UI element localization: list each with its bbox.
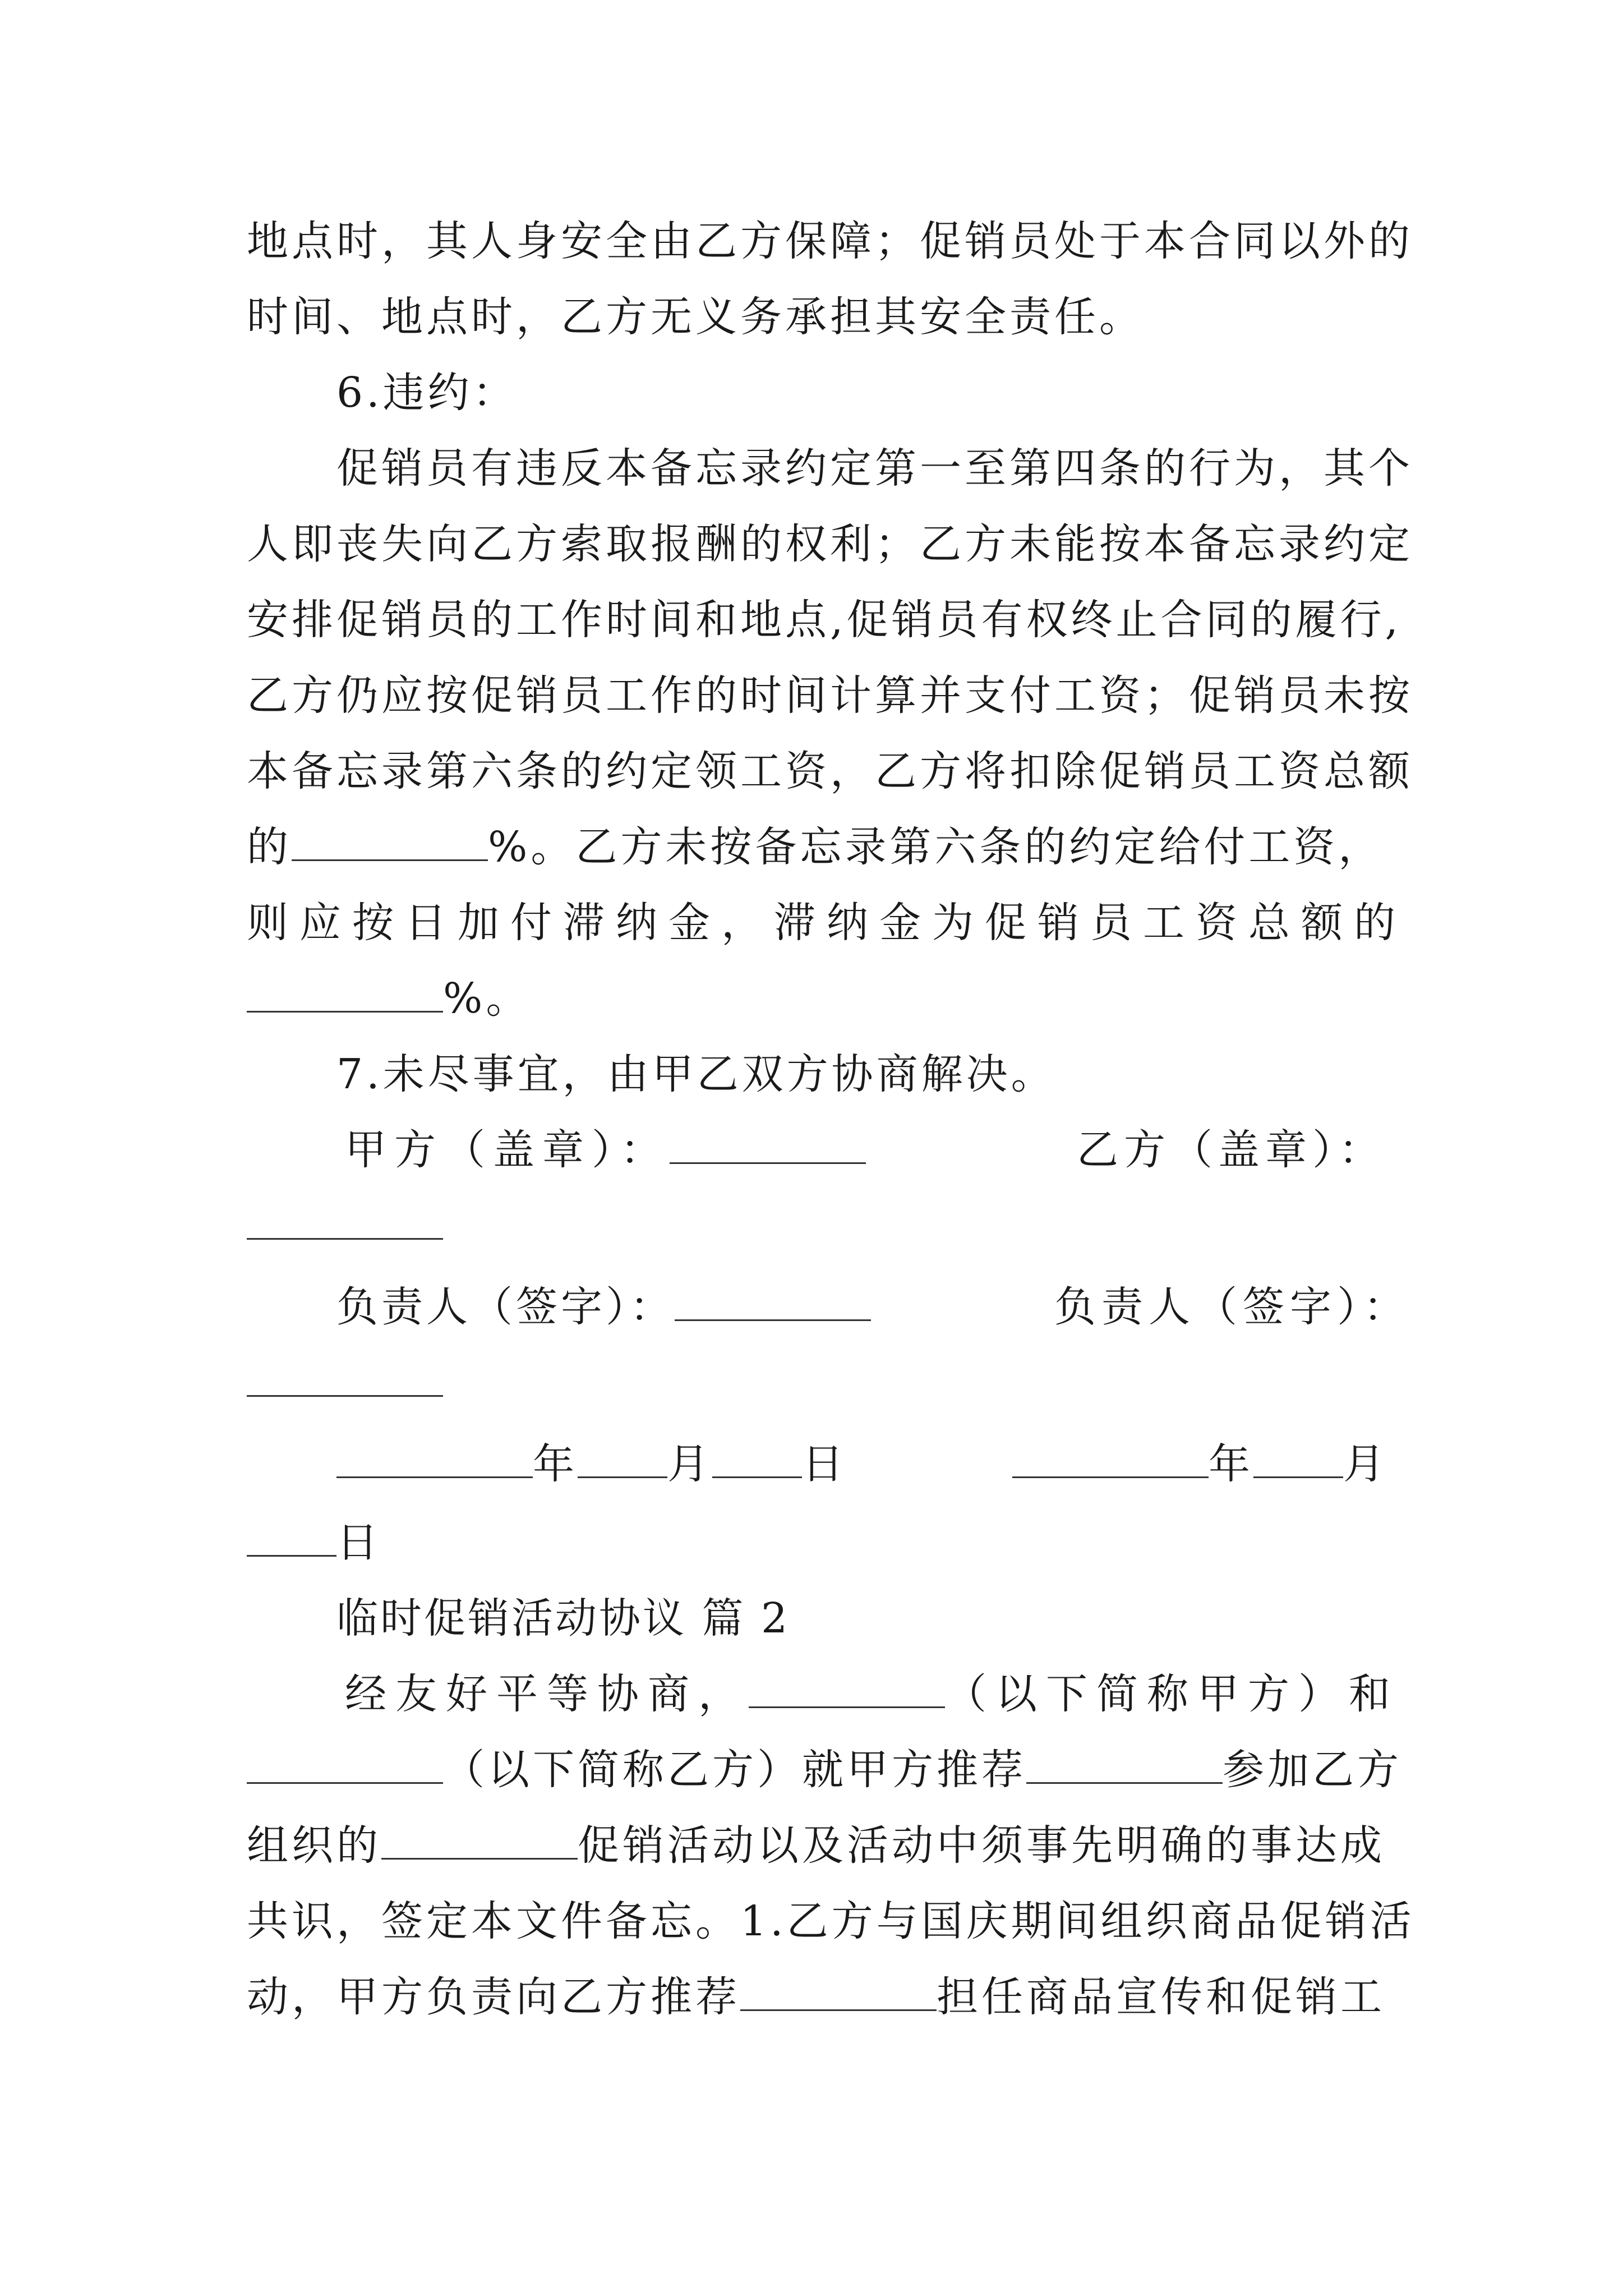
text-fragment: %。乙方未按备忘录第六条的约定给付工资， bbox=[488, 823, 1384, 871]
paragraph-line: 则应按日加付滞纳金，滞纳金为促销员工资总额的 bbox=[247, 899, 1407, 947]
paragraph-line: 地点时，其人身安全由乙方保障；促销员处于本合同以外的 bbox=[247, 217, 1413, 265]
party-b-seal-blank[interactable] bbox=[247, 1199, 443, 1240]
party-b-day-row bbox=[247, 1515, 1391, 1571]
fill-in-blank[interactable] bbox=[247, 972, 443, 1013]
party-a-person-blank[interactable] bbox=[675, 1280, 871, 1321]
section-heading: 临时促销活动协议 篇 2 bbox=[336, 1594, 790, 1642]
day-blank[interactable] bbox=[712, 1437, 802, 1478]
party-a-seal-label: 甲方（盖章）： bbox=[345, 1126, 670, 1174]
year-blank[interactable] bbox=[1012, 1437, 1209, 1478]
text-fragment: %。 bbox=[443, 974, 531, 1023]
text-fragment: 促销活动以及活动中须事先明确的事达成 bbox=[578, 1821, 1385, 1870]
year-blank[interactable] bbox=[336, 1437, 533, 1478]
party-a-seal-blank[interactable] bbox=[670, 1123, 866, 1164]
paragraph-line: 人即丧失向乙方索取报酬的权利；乙方未能按本备忘录约定 bbox=[247, 520, 1413, 568]
text-fragment: 的 bbox=[247, 823, 292, 871]
day-label: 日 bbox=[336, 1519, 381, 1567]
day-blank[interactable] bbox=[247, 1516, 336, 1557]
paragraph-line: 时间、地点时，乙方无义务承担其安全责任。 bbox=[247, 293, 1144, 341]
fill-in-blank[interactable] bbox=[381, 1819, 578, 1860]
party-b-person-blank[interactable] bbox=[247, 1356, 443, 1397]
fill-in-blank[interactable] bbox=[292, 820, 488, 861]
paragraph-line bbox=[247, 970, 1391, 1027]
year-label: 年 bbox=[533, 1440, 578, 1488]
paragraph-line: 本备忘录第六条的约定领工资，乙方将扣除促销员工资总额 bbox=[247, 747, 1413, 795]
party-b-seal-row bbox=[247, 1198, 1391, 1254]
item-7: 7.未尽事宜，由甲乙双方协商解决。 bbox=[336, 1050, 1056, 1098]
party-b-person-row bbox=[247, 1355, 1391, 1411]
day-label: 日 bbox=[802, 1440, 847, 1488]
text-fragment: 经友好平等协商， bbox=[345, 1670, 749, 1718]
paragraph-line bbox=[345, 1666, 1489, 1722]
month-label: 月 bbox=[1343, 1440, 1388, 1488]
item-6-title: 6.违约： bbox=[336, 369, 518, 417]
paragraph-line bbox=[247, 1818, 1391, 1874]
party-a-person-label: 负责人（签字）： bbox=[336, 1283, 675, 1331]
fill-in-blank[interactable] bbox=[749, 1667, 945, 1708]
paragraph-line: 共识，签定本文件备忘。1.乙方与国庆期间组织商品促销活 bbox=[247, 1897, 1415, 1945]
month-blank[interactable] bbox=[1253, 1437, 1343, 1478]
text-fragment: 动，甲方负责向乙方推荐 bbox=[247, 1973, 740, 2021]
text-fragment: 参加乙方 bbox=[1223, 1746, 1402, 1794]
fill-in-blank[interactable] bbox=[247, 1743, 443, 1784]
paragraph-line: 安排促销员的工作时间和地点,促销员有权终止合同的履行, bbox=[247, 596, 1402, 644]
text-fragment: 组织的 bbox=[247, 1821, 381, 1870]
year-label: 年 bbox=[1209, 1440, 1253, 1488]
text-fragment: 担任商品宣传和促销工 bbox=[937, 1973, 1385, 2021]
text-fragment: （以下简称乙方）就甲方推荐 bbox=[443, 1746, 1026, 1794]
text-fragment: （以下简称甲方）和 bbox=[945, 1670, 1399, 1718]
party-b-seal-label: 乙方（盖章）： bbox=[1077, 1126, 1386, 1174]
paragraph-line: 乙方仍应按促销员工作的时间计算并支付工资；促销员未按 bbox=[247, 671, 1413, 720]
party-b-person-label: 负责人（签字）： bbox=[1054, 1283, 1410, 1331]
paragraph-line: 促销员有违反本备忘录约定第一至第四条的行为，其个 bbox=[336, 444, 1413, 493]
party-b-date-row bbox=[1012, 1436, 1388, 1492]
month-label: 月 bbox=[667, 1440, 712, 1488]
paragraph-line bbox=[247, 819, 1391, 875]
paragraph-line bbox=[247, 1742, 1402, 1798]
fill-in-blank[interactable] bbox=[1026, 1743, 1223, 1784]
month-blank[interactable] bbox=[578, 1437, 667, 1478]
fill-in-blank[interactable] bbox=[740, 1970, 937, 2011]
paragraph-line bbox=[247, 1969, 1391, 2025]
